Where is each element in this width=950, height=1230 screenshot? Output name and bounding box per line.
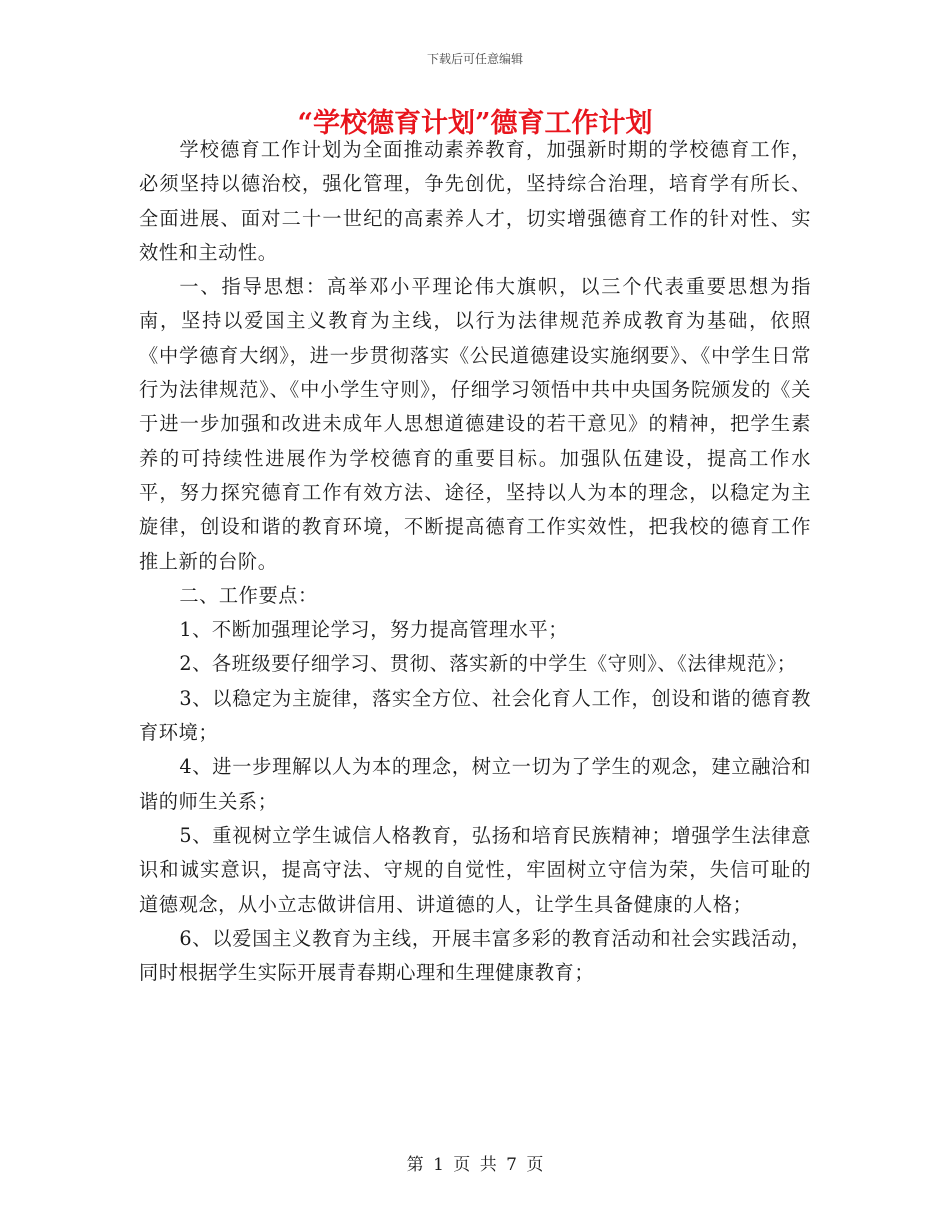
work-point-item: 5、重视树立学生诚信人格教育，弘扬和培育民族精神；增强学生法律意识和诚实意识，提高守法、守规的自觉性，牢固树立守信为荣，失信可耻的道德观念，从小立志做讲信用、讲道德的人，让学生具备健康的人格； [139, 823, 811, 916]
work-point-item: 2、各班级要仔细学习、贯彻、落实新的中学生《守则》、《法律规范》； [179, 652, 797, 676]
work-points-heading: 二、工作要点： [179, 583, 318, 607]
work-point-item: 6、以爱国主义教育为主线，开展丰富多彩的教育活动和社会实践活动，同时根据学生实际开展青春期心理和生理健康教育； [139, 926, 811, 985]
work-point-item: 1、不断加强理论学习，努力提高管理水平； [179, 618, 569, 642]
document-body [139, 133, 811, 990]
header-note: 下载后可任意编辑 [426, 52, 523, 66]
guiding-ideology-paragraph: 一、指导思想：高举邓小平理论伟大旗帜，以三个代表重要思想为指南，坚持以爱国主义教育为主线，以行为法律规范养成教育为基础，依照《中学德育大纲》，进一步贯彻落实《公民道德建设实施纲要》、《中学生日常行为法律规范》、《中小学生守则》，仔细学习领悟中共中央国务院颁发的《关于进一步加强和改进未成年人思想道德建设的若干意见》的精神，把学生素养的可持续性进展作为学校德育的重要目标。加强队伍建设，提高工作水平，努力探究德育工作有效方法、途径，坚持以人为本的理念，以稳定为主旋律，创设和谐的教育环境，不断提高德育工作实效性，把我校的德育工作推上新的台阶。 [139, 275, 811, 573]
work-point-item: 3、以稳定为主旋律，落实全方位、社会化育人工作，创设和谐的德育教育环境； [139, 686, 811, 745]
document-title: “学校德育计划”德育工作计划 [297, 108, 653, 139]
page-number-footer: 第 1 页 共 7 页 [406, 1155, 544, 1175]
work-point-item: 4、进一步理解以人为本的理念，树立一切为了学生的观念，建立融洽和谐的师生关系； [139, 755, 811, 813]
intro-paragraph: 学校德育工作计划为全面推动素养教育，加强新时期的学校德育工作，必须坚持以德治校，强化管理，争先创优，坚持综合治理，培育学有所长、全面进展、面对二十一世纪的高素养人才，切实增强德育工作的针对性、实效性和主动性。 [139, 138, 811, 264]
